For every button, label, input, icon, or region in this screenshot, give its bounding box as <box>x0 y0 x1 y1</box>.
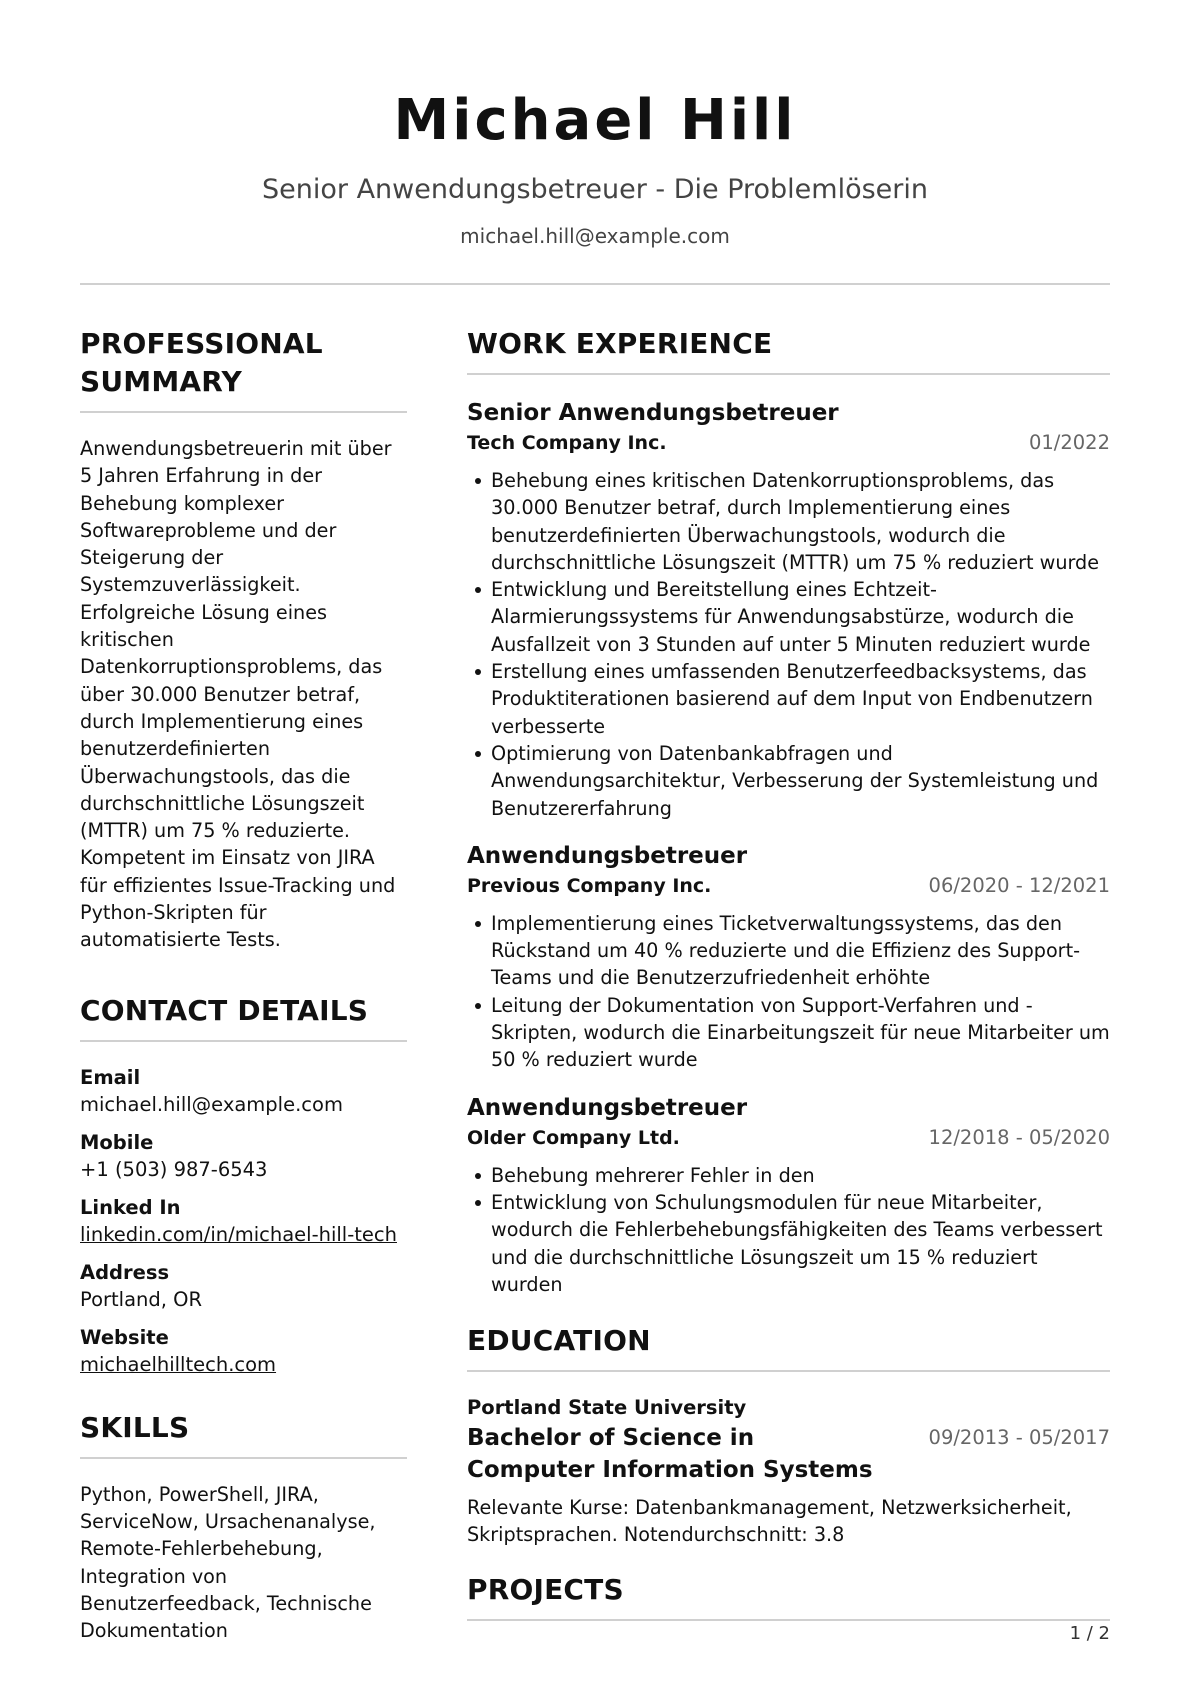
education-description: Relevante Kurse: Datenbankmanagement, Netzwerksicherheit, Skriptsprachen. Notendurchschnitt: 3.8 <box>467 1496 1072 1547</box>
candidate-name: Michael Hill <box>393 88 797 153</box>
mobile-value: +1 (503) 987-6543 <box>80 1157 268 1181</box>
linkedin-label: Linked In <box>80 1195 181 1219</box>
job-bullet: Leitung der Dokumentation von Support-Verfahren und -Skripten, wodurch die Einarbeitungszeit für neue Mitarbeiter um 50 % reduziert wurde <box>467 992 1110 1074</box>
email-value[interactable]: michael.hill@example.com <box>80 1092 343 1116</box>
projects-divider <box>467 1619 1110 1621</box>
education-title: EDUCATION <box>467 1324 651 1358</box>
skills-title: SKILLS <box>80 1410 190 1444</box>
website-label: Website <box>80 1325 169 1349</box>
job-title: Senior Anwendungsbetreuer <box>467 400 839 426</box>
header-divider <box>80 283 1110 285</box>
job-dates: 01/2022 <box>1028 431 1110 454</box>
job-bullets <box>467 467 1110 822</box>
education-degree: Bachelor of Science in Computer Information Systems <box>467 1425 873 1484</box>
job-bullet: Behebung eines kritischen Datenkorruptionsproblems, das 30.000 Benutzer betraf, durch Implementierung eines benutzerdefinierten Überwachungstools, wodurch die durchschnittliche Lösungszeit (MTTR) um 75 % reduziert wurde <box>467 467 1110 576</box>
page-number: 1 / 2 <box>1069 1623 1110 1644</box>
summary-divider <box>80 411 407 413</box>
job-entry <box>467 1092 1110 1298</box>
contact-section <box>80 992 407 1379</box>
skills-divider <box>80 1457 407 1459</box>
mobile-label: Mobile <box>80 1130 154 1154</box>
address-label: Address <box>80 1260 170 1284</box>
work-title: WORK EXPERIENCE <box>467 327 773 360</box>
contact-divider <box>80 1040 407 1042</box>
job-title: Anwendungsbetreuer <box>467 1094 748 1121</box>
right-column <box>467 325 1110 1643</box>
linkedin-link[interactable]: linkedin.com/in/michael-hill-tech <box>80 1222 397 1246</box>
education-dates: 09/2013 - 05/2017 <box>928 1426 1110 1450</box>
job-entry <box>467 397 1110 822</box>
left-column <box>80 325 407 1644</box>
job-company: Tech Company Inc. <box>467 432 667 454</box>
header-email[interactable]: michael.hill@example.com <box>460 224 730 248</box>
summary-text: Anwendungsbetreuerin mit über 5 Jahren Erfahrung in der Behebung komplexer Softwareprobleme und der Steigerung der Systemzuverlässigkeit. Erfolgreiche Lösung eines kritischen Datenkorruptionsproblems, das über 30.000 Benutzer betraf, durch Implementierung eines benutzerdefinierten Überwachungstools, das die durchschnittliche Lösungszeit (MTTR) um 75 % reduzierte. Kompetent im Einsatz von JIRA für effizientes Issue-Tracking und Python-Skripten für automatisierte Tests. <box>80 437 396 952</box>
education-school: Portland State University <box>467 1396 747 1420</box>
job-bullet: Optimierung von Datenbankabfragen und Anwendungsarchitektur, Verbesserung der Systemleistung und Benutzererfahrung <box>467 740 1110 822</box>
job-entry <box>467 840 1110 1074</box>
education-section <box>467 1322 1110 1549</box>
job-title: Anwendungsbetreuer <box>467 842 748 869</box>
job-bullets <box>467 1162 1110 1298</box>
work-divider <box>467 373 1110 375</box>
website-link[interactable]: michaelhilltech.com <box>80 1352 277 1376</box>
projects-section <box>467 1571 1110 1621</box>
skills-section <box>80 1409 407 1645</box>
email-label: Email <box>80 1065 141 1089</box>
summary-section <box>80 325 407 954</box>
projects-title: PROJECTS <box>467 1572 624 1606</box>
skills-text: Python, PowerShell, JIRA, ServiceNow, Ursachenanalyse, Remote-Fehlerbehebung, Integration von Benutzerfeedback, Technische Dokumentation <box>80 1482 376 1643</box>
job-bullets <box>467 910 1110 1074</box>
job-company: Previous Company Inc. <box>467 874 712 897</box>
candidate-subtitle: Senior Anwendungsbetreuer - Die Problemlöserin <box>262 174 928 205</box>
contact-title: CONTACT DETAILS <box>80 993 369 1027</box>
education-divider <box>467 1370 1110 1372</box>
work-section <box>467 325 1110 1298</box>
job-bullet: Implementierung eines Ticketverwaltungssystems, das den Rückstand um 40 % reduzierte und die Effizienz des Support-Teams und die Benutzerzufriedenheit erhöhte <box>467 910 1110 992</box>
job-company: Older Company Ltd. <box>467 1126 680 1149</box>
summary-title: PROFESSIONAL SUMMARY <box>80 327 323 398</box>
job-bullet: Entwicklung und Bereitstellung eines Echtzeit-Alarmierungssystems für Anwendungsabstürze, wodurch die Ausfallzeit von 3 Stunden auf unter 5 Minuten reduziert wurde <box>467 576 1110 658</box>
job-dates: 06/2020 - 12/2021 <box>928 873 1110 897</box>
job-bullet: Entwicklung von Schulungsmodulen für neue Mitarbeiter, wodurch die Fehlerbehebungsfähigkeiten des Teams verbessert und die durchschnittliche Lösungszeit um 15 % reduziert wurden <box>467 1189 1110 1298</box>
resume-header <box>80 80 1110 250</box>
address-value: Portland, OR <box>80 1287 203 1311</box>
job-dates: 12/2018 - 05/2020 <box>928 1125 1110 1149</box>
job-bullet: Erstellung eines umfassenden Benutzerfeedbacksystems, das Produktiterationen basierend auf dem Input von Endbenutzern verbesserte <box>467 658 1110 740</box>
job-bullet: Behebung mehrerer Fehler in den <box>467 1162 1110 1189</box>
